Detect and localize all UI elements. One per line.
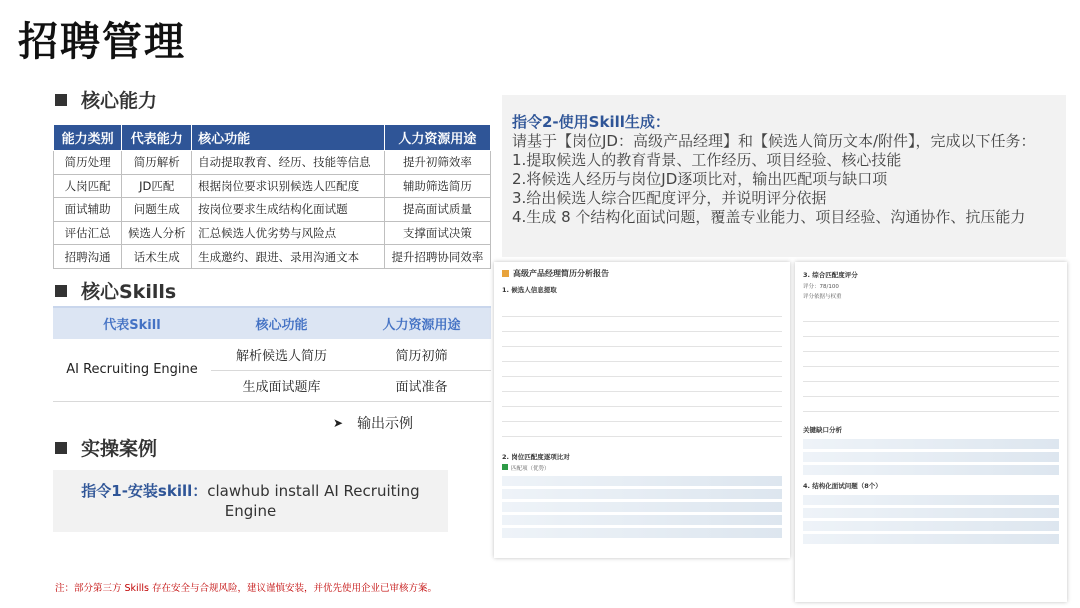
report-left-info-table: [502, 304, 782, 437]
section-core-ability: [55, 86, 157, 113]
table-row: [54, 198, 491, 222]
table-cell: 生成邀约、跟进、录用沟通文本: [192, 245, 385, 269]
table-cell: 提高面试质量: [384, 198, 490, 222]
output-example-label: 输出示例: [357, 416, 414, 432]
table-cell: 话术生成: [122, 245, 192, 269]
table-cell: JD匹配: [122, 174, 192, 198]
section-core-skills-label: 核心Skills: [81, 281, 177, 303]
table-cell: 自动提取教育、经历、技能等信息: [192, 151, 385, 175]
table-cell: 面试准备: [352, 370, 491, 401]
section-practice-cases-label: 实操案例: [81, 438, 158, 460]
table-row: [54, 151, 491, 175]
table-cell: 提升初筛效率: [384, 151, 490, 175]
cap-header-function: 核心功能: [192, 125, 385, 151]
table-cell: 简历解析: [122, 151, 192, 175]
report-left-section1: 1. 候选人信息提取: [502, 286, 557, 294]
cap-header-representative: 代表能力: [122, 125, 192, 151]
report-right-key-gaps: 关键缺口分析: [803, 425, 842, 434]
output-example: [333, 413, 413, 433]
table-cell: 提升招聘协同效率: [384, 245, 490, 269]
footnote: 注：部分第三方 Skills 存在安全与合规风险，建议谨慎安装，并优先使用企业已审核方案。: [55, 583, 437, 594]
command2-line: 1.提取候选人的教育背景、工作经历、项目经验、核心技能: [512, 151, 902, 169]
report-right-score-basis: 评分依据与权重: [803, 294, 842, 300]
skills-table-header: [53, 307, 491, 339]
report-icon: [502, 270, 509, 277]
command1-box: [53, 470, 448, 532]
report-text-line: [803, 465, 1059, 475]
table-row: [54, 221, 491, 245]
report-text-line: [803, 521, 1059, 531]
table-cell: 汇总候选人优劣势与风险点: [192, 221, 385, 245]
square-bullet-icon: [55, 94, 67, 106]
table-cell: 解析候选人简历: [211, 339, 352, 370]
command1-prefix: 指令1-安装skill：: [81, 482, 208, 500]
skill-engine-name: AI Recruiting Engine: [53, 339, 211, 401]
square-bullet-icon: [55, 285, 67, 297]
report-text-line: [803, 508, 1059, 518]
skills-table: [53, 306, 491, 402]
capability-table-header: [54, 125, 491, 151]
table-cell: 简历处理: [54, 151, 122, 175]
report-text-line: [803, 534, 1059, 544]
table-row: [54, 245, 491, 269]
page-title: 招聘管理: [18, 19, 186, 65]
table-cell: 根据岗位要求识别候选人匹配度: [192, 174, 385, 198]
table-cell: 招聘沟通: [54, 245, 122, 269]
skills-header-hr-use: 人力资源用途: [352, 307, 491, 339]
report-right-section3: 3. 综合匹配度评分: [803, 271, 858, 279]
table-cell: 简历初筛: [352, 339, 491, 370]
table-cell: 候选人分析: [122, 221, 192, 245]
table-cell: 支撑面试决策: [384, 221, 490, 245]
command2-box: [502, 95, 1066, 257]
check-icon: [502, 464, 508, 470]
arrow-right-icon: ➤: [333, 416, 344, 430]
skills-header-function: 核心功能: [211, 307, 352, 339]
report-screenshot-left: [494, 262, 790, 558]
command2-line: 3.给出候选人综合匹配度评分，并说明评分依据: [512, 189, 827, 207]
report-right-section4: 4. 结构化面试问题（8个）: [803, 481, 882, 490]
report-text-line: [502, 476, 782, 486]
command2-line: 4.生成 8 个结构化面试问题，覆盖专业能力、项目经验、沟通协作、抗压能力: [512, 208, 1026, 226]
command1-text: clawhub install AI Recruiting Engine: [207, 482, 420, 520]
report-text-line: [803, 495, 1059, 505]
report-left-title: 高级产品经理简历分析报告: [494, 262, 790, 282]
report-right-score-table: [803, 309, 1059, 412]
table-row: [53, 339, 491, 370]
report-text-line: [502, 489, 782, 499]
table-cell: 面试辅助: [54, 198, 122, 222]
report-text-line: [502, 515, 782, 525]
command2-line: 2.将候选人经历与岗位JD逐项比对，输出匹配项与缺口项: [512, 170, 888, 188]
report-text-line: [803, 439, 1059, 449]
table-cell: 按岗位要求生成结构化面试题: [192, 198, 385, 222]
report-text-line: [502, 528, 782, 538]
table-cell: 辅助筛选简历: [384, 174, 490, 198]
table-cell: 问题生成: [122, 198, 192, 222]
command2-title: 指令2-使用Skill生成：: [512, 113, 670, 131]
report-right-score: 评分：78/100: [803, 284, 839, 290]
table-cell: 生成面试题库: [211, 370, 352, 401]
capability-table: [53, 124, 491, 269]
section-core-skills: [55, 277, 176, 304]
report-left-section2: 2. 岗位匹配度逐项比对: [502, 452, 570, 461]
cap-header-category: 能力类别: [54, 125, 122, 151]
square-bullet-icon: [55, 442, 67, 454]
skills-header-skill: 代表Skill: [53, 307, 211, 339]
section-core-ability-label: 核心能力: [81, 90, 158, 112]
table-row: [54, 174, 491, 198]
report-screenshot-right: [795, 262, 1067, 602]
table-cell: 人岗匹配: [54, 174, 122, 198]
report-text-line: [502, 502, 782, 512]
report-left-match: 匹配项（优势）: [494, 463, 790, 473]
table-cell: 评估汇总: [54, 221, 122, 245]
report-text-line: [803, 452, 1059, 462]
section-practice-cases: [55, 434, 157, 461]
command2-line: 请基于【岗位JD：高级产品经理】和【候选人简历文本/附件】，完成以下任务：: [512, 132, 1036, 150]
cap-header-hr-use: 人力资源用途: [384, 125, 490, 151]
